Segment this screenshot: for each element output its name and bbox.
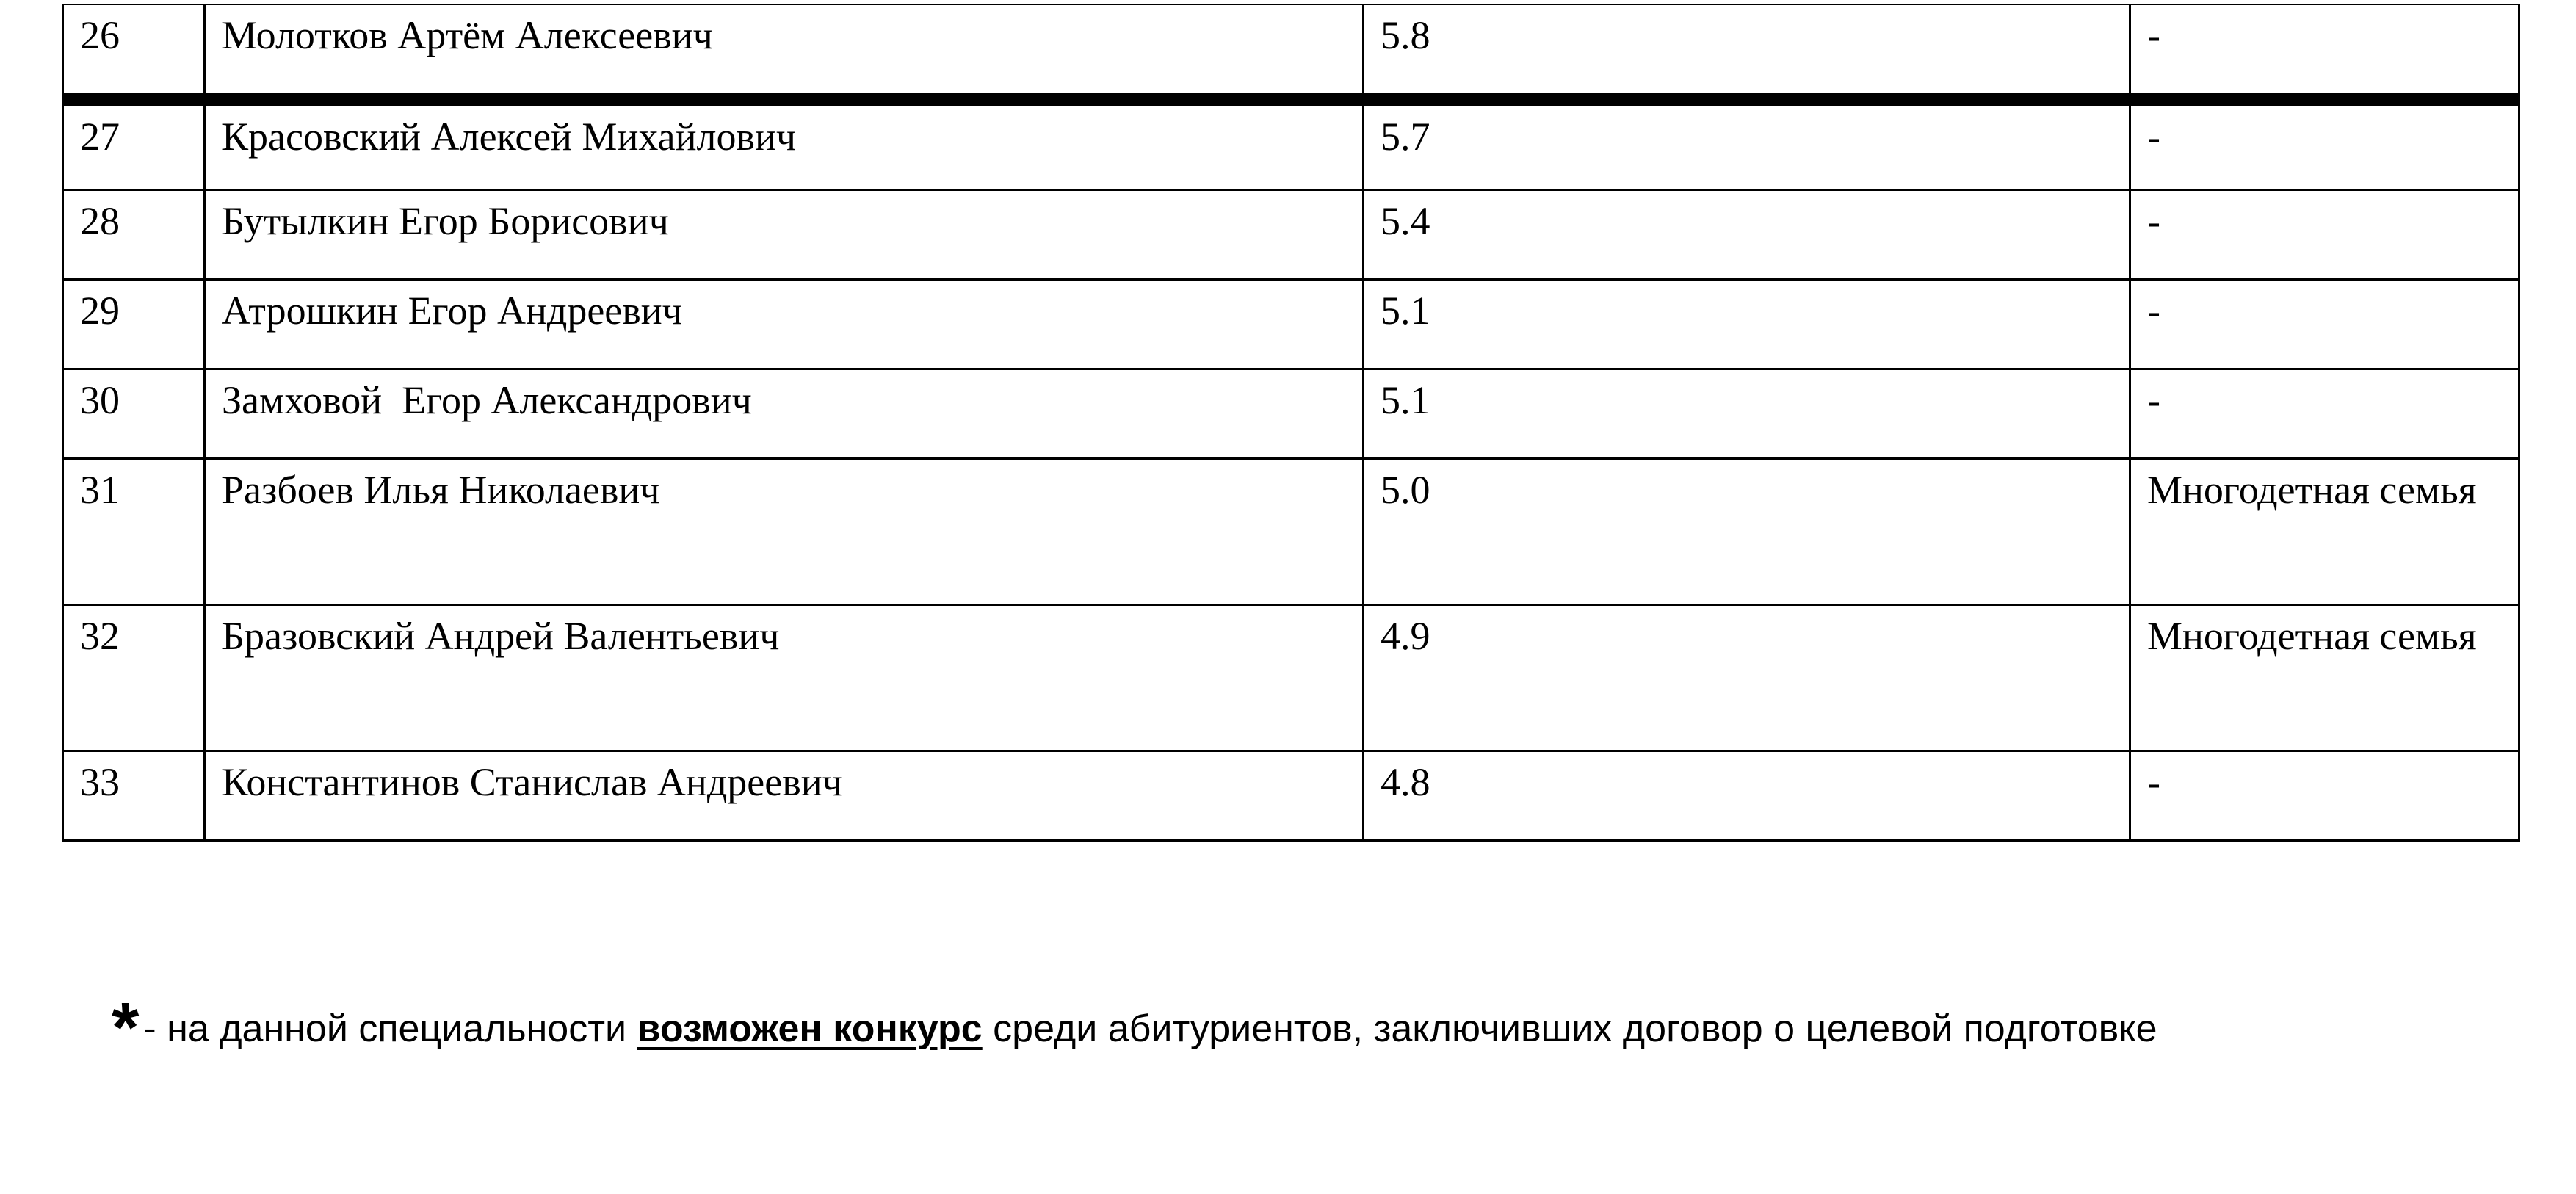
- table-row: [63, 750, 2519, 840]
- average-score: 5.7: [1364, 100, 2130, 189]
- row-number: 27: [63, 100, 205, 189]
- average-score: 5.8: [1364, 4, 2130, 100]
- row-number: 32: [63, 604, 205, 750]
- table-row: [63, 604, 2519, 750]
- row-number: 33: [63, 750, 205, 840]
- footnote-emphasis: возможен конкурс: [637, 1007, 983, 1050]
- footnote: [112, 988, 2157, 1069]
- applicant-name: Атрошкин Егор Андреевич: [205, 279, 1364, 369]
- footnote-prefix: - на данной специальности: [143, 1007, 637, 1050]
- table-row: [63, 458, 2519, 604]
- average-score: 5.0: [1364, 458, 2130, 604]
- table-row: [63, 369, 2519, 458]
- row-note: Многодетная семья: [2130, 604, 2519, 750]
- applicants-table-container: [62, 4, 2518, 842]
- table-row: [63, 279, 2519, 369]
- table-row: [63, 189, 2519, 279]
- average-score: 5.1: [1364, 369, 2130, 458]
- applicant-name: Константинов Станислав Андреевич: [205, 750, 1364, 840]
- applicant-name: Замховой Егор Александрович: [205, 369, 1364, 458]
- average-score: 5.4: [1364, 189, 2130, 279]
- row-note: -: [2130, 369, 2519, 458]
- row-note: -: [2130, 279, 2519, 369]
- table-row: [63, 4, 2519, 100]
- row-note: -: [2130, 100, 2519, 189]
- average-score: 4.8: [1364, 750, 2130, 840]
- row-number: 26: [63, 4, 205, 100]
- applicant-name: Разбоев Илья Николаевич: [205, 458, 1364, 604]
- applicant-name: Молотков Артём Алексеевич: [205, 4, 1364, 100]
- row-number: 28: [63, 189, 205, 279]
- row-note: -: [2130, 4, 2519, 100]
- average-score: 5.1: [1364, 279, 2130, 369]
- table-row: [63, 100, 2519, 189]
- row-number: 30: [63, 369, 205, 458]
- applicant-name: Красовский Алексей Михайлович: [205, 100, 1364, 189]
- footnote-asterisk: *: [112, 988, 140, 1067]
- average-score: 4.9: [1364, 604, 2130, 750]
- row-number: 29: [63, 279, 205, 369]
- row-note: Многодетная семья: [2130, 458, 2519, 604]
- footnote-suffix: среди абитуриентов, заключивших договор о целевой подготовке: [982, 1007, 2157, 1050]
- applicant-name: Бутылкин Егор Борисович: [205, 189, 1364, 279]
- row-number: 31: [63, 458, 205, 604]
- row-note: -: [2130, 189, 2519, 279]
- applicants-ranking-table: [62, 4, 2520, 842]
- row-note: -: [2130, 750, 2519, 840]
- applicant-name: Бразовский Андрей Валентьевич: [205, 604, 1364, 750]
